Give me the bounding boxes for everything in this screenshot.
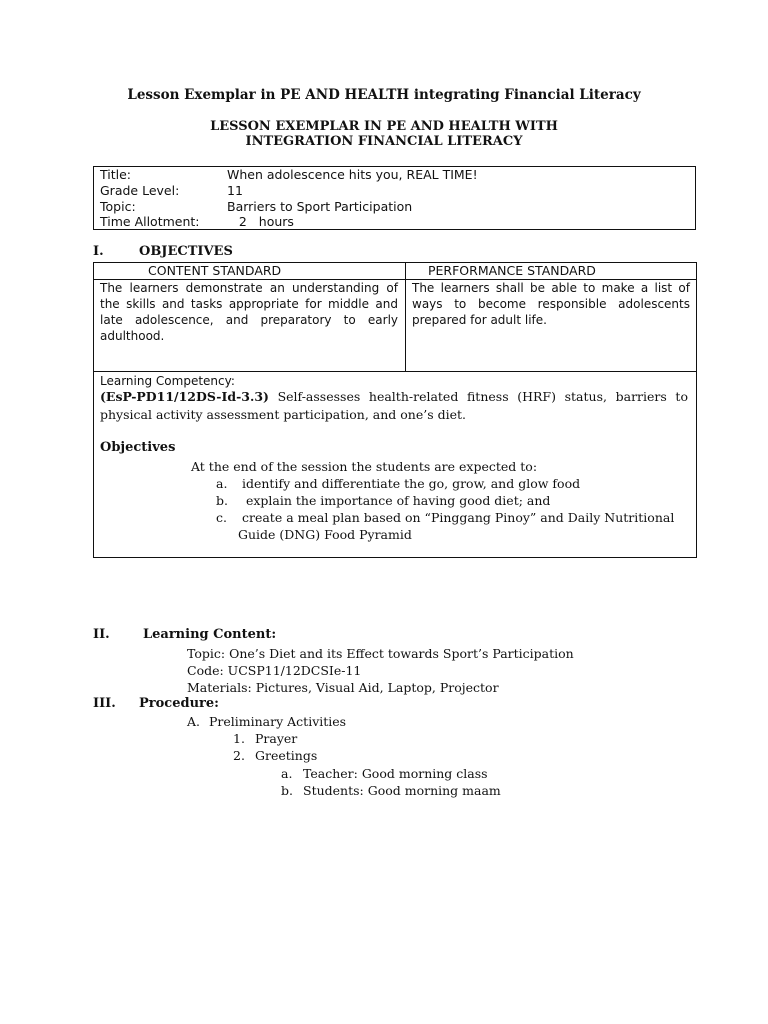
list-marker: a. — [216, 476, 228, 491]
info-label: Grade Level: — [100, 183, 180, 198]
section-title-objectives: OBJECTIVES — [139, 244, 233, 259]
learning-materials: Materials: Pictures, Visual Aid, Laptop, Projector — [187, 680, 499, 695]
objective-text: explain the importance of having good diet; and — [238, 493, 551, 508]
procedure-item-2 — [233, 747, 317, 764]
info-label: Time Allotment: — [100, 214, 200, 229]
info-row-title — [100, 167, 478, 183]
info-value: When adolescence hits you, REAL TIME! — [227, 167, 478, 182]
document-heading: Lesson Exemplar in PE AND HEALTH integrating Financial Literacy — [127, 87, 641, 103]
section-title-procedure: Procedure: — [139, 696, 219, 711]
content-standard-header: CONTENT STANDARD — [148, 263, 282, 278]
objectives-label: Objectives — [100, 440, 176, 455]
performance-standard-header: PERFORMANCE STANDARD — [428, 263, 596, 278]
list-marker: b. — [216, 493, 228, 508]
greeting-students — [281, 782, 501, 799]
procedure-item-a — [187, 713, 346, 730]
section-number-procedure: III. — [93, 696, 116, 711]
learning-code: Code: UCSP11/12DCSIe-11 — [187, 663, 362, 678]
info-value: 2 hours — [227, 214, 294, 229]
list-marker: 1. — [233, 731, 245, 746]
greeting-text: Students: Good morning maam — [303, 783, 501, 798]
objective-text: create a meal plan based on “Pinggang Pinoy” and Daily Nutritional — [238, 510, 675, 525]
greeting-teacher — [281, 765, 488, 782]
competency-text: Self-assesses health-related fitness (HRF) status, barriers to physical activity assessment participation, and one’s diet. — [100, 389, 688, 422]
document-subheading — [0, 119, 768, 149]
lesson-info-box — [93, 166, 696, 230]
list-marker: c. — [216, 510, 227, 525]
section-title-learning-content: Learning Content: — [143, 627, 277, 642]
objective-text: identify and differentiate the go, grow, and glow food — [238, 476, 581, 491]
procedure-item-text: Preliminary Activities — [209, 714, 347, 729]
competency-code: (EsP-PD11/12DS-Id-3.3) — [100, 389, 269, 404]
objective-item-b — [216, 492, 550, 509]
competency-label: Learning Competency: — [100, 374, 235, 388]
info-value: 11 — [227, 183, 243, 198]
info-row-topic — [100, 199, 412, 215]
info-label: Title: — [100, 167, 131, 182]
row-divider — [94, 371, 696, 372]
procedure-item-text: Prayer — [255, 731, 298, 746]
competency-statement — [100, 388, 688, 423]
list-marker: b. — [281, 783, 293, 798]
objectives-intro: At the end of the session the students are expected to: — [191, 459, 538, 474]
info-label: Topic: — [100, 199, 136, 214]
learning-topic: Topic: One’s Diet and its Effect towards Sport’s Participation — [187, 646, 574, 661]
info-row-time — [100, 214, 294, 230]
objective-item-a — [216, 475, 580, 492]
info-value: Barriers to Sport Participation — [227, 199, 413, 214]
procedure-item-1 — [233, 730, 297, 747]
procedure-item-text: Greetings — [255, 748, 318, 763]
subheading-line-1: LESSON EXEMPLAR IN PE AND HEALTH WITH — [210, 119, 558, 134]
performance-standard-text: The learners shall be able to make a list of ways to become responsible adolescents prepared for adult life. — [412, 281, 690, 327]
list-marker: 2. — [233, 748, 245, 763]
list-marker: A. — [187, 714, 201, 729]
content-standard-text: The learners demonstrate an understanding of the skills and tasks appropriate for middle and late adolescence, and preparatory to early adulthood. — [100, 281, 398, 343]
objectives-table — [93, 262, 697, 558]
greeting-text: Teacher: Good morning class — [303, 766, 488, 781]
section-number-learning-content: II. — [93, 627, 110, 642]
info-row-grade — [100, 183, 243, 199]
objective-item-c-continued: Guide (DNG) Food Pyramid — [238, 527, 412, 542]
subheading-line-2: INTEGRATION FINANCIAL LITERACY — [245, 134, 523, 149]
list-marker: a. — [281, 766, 293, 781]
objective-item-c — [216, 509, 674, 526]
section-number-objectives: I. — [93, 244, 104, 259]
